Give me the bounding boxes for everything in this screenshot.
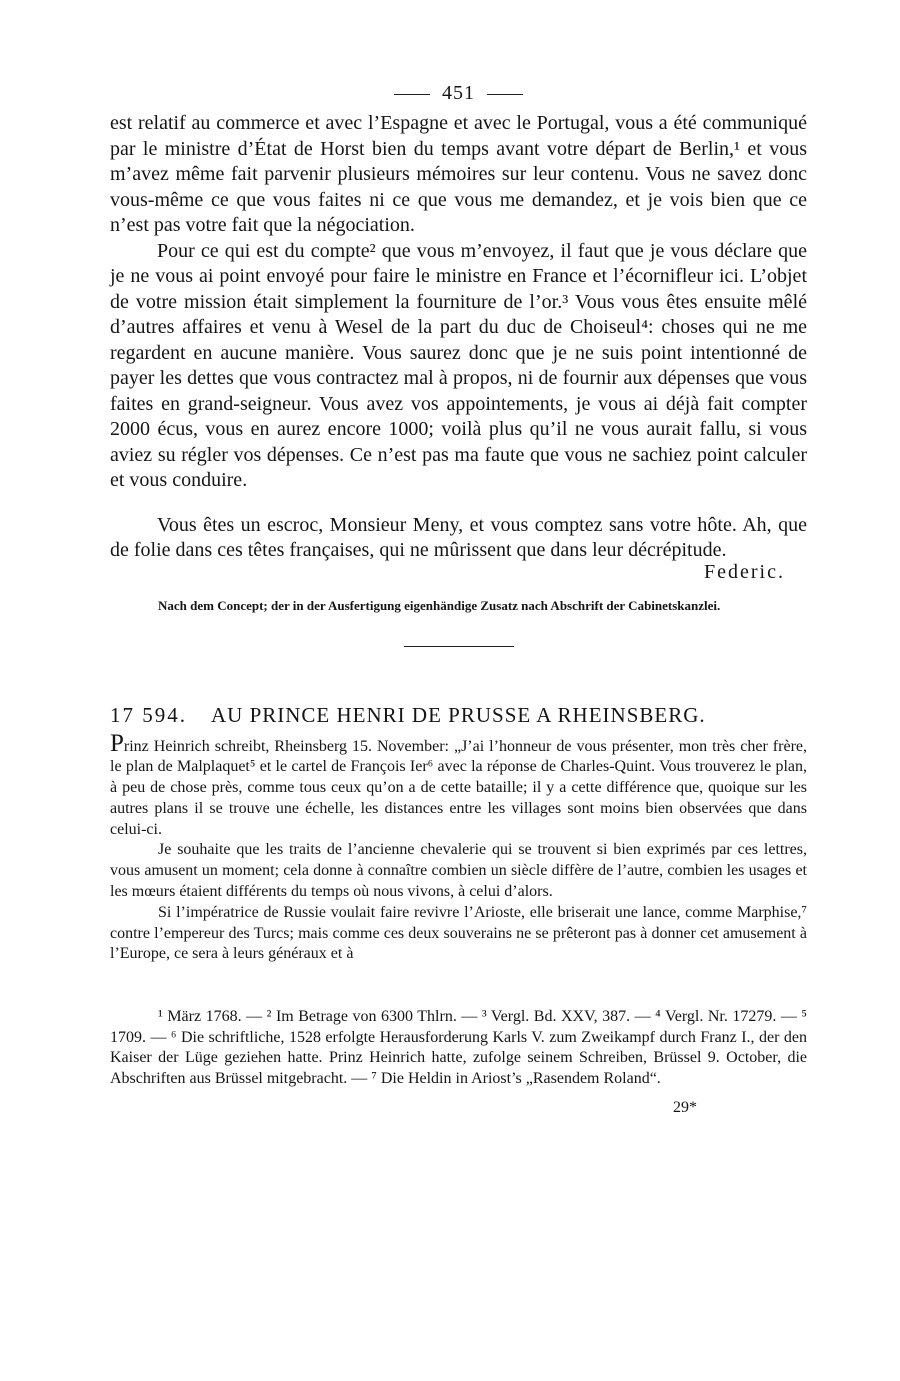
signature-mark: 29* [673, 1099, 697, 1117]
header-rule-left [394, 94, 430, 95]
document-heading [110, 703, 807, 728]
running-header [110, 82, 807, 105]
initial-letter: P [110, 729, 124, 757]
document-paragraph-1 [110, 729, 807, 841]
footnotes: ¹ März 1768. — ² Im Betrage von 6300 Thlrn. — ³ Vergl. Bd. XXV, 387. — ⁴ Vergl. Nr. 17279. — ⁵ 1709. — ⁶ Die schriftliche, 1528 erfolgte Herausforderung Karls V. zum Zweikampf durch Franz I., der den Kaiser der Lüge geziehen hatte. Prinz Heinrich hatte, zufolge seinem Schreiben, Brüssel 9. October, die Abschriften aus Brüssel mitgebracht. — ⁷ Die Heldin in Ariost’s „Rasendem Roland“. [110, 1008, 807, 1087]
source-note: Nach dem Concept; der in der Ausfertigung eigenhändige Zusatz nach Abschrift der Cabinetskanzlei. [158, 597, 721, 613]
document-paragraph-3: Si l’impératrice de Russie voulait faire revivre l’Arioste, elle briserait une lance, comme Marphise,⁷ contre l’empereur des Turcs; mais comme ces deux souverains ne se prêteront pas à donner cet amusement à l’Europe, ce sera à leurs généraux et à [110, 903, 807, 963]
book-page [110, 82, 807, 1117]
document-body [110, 729, 807, 966]
section-divider [404, 646, 514, 647]
paragraph-2: Pour ce qui est du compte² que vous m’envoyez, il faut que je vous déclare que je ne vous ai point envoyé pour faire le ministre en France et l’écornifleur ici. L’objet de votre mission était simplement la fourniture de l’or.³ Vous vous êtes ensuite mêlé d’autres affaires et venu à Wesel de la part du duc de Choiseul⁴: choses qui ne me regardent en aucune manière. Vous saurez donc que je ne suis point intentionné de payer les dettes que vous contractez mal à propos, ni de fournir aux dépenses que vous faites en grand-seigneur. Vous avez vos appointements, je vous ai déjà fait compter 2000 écus, vous en aurez encore 1000; voilà plus qu’il ne vous aurait fallu, si vous aviez su régler vos dépenses. Ce n’est pas ma faute que vous ne sachiez point calculer et vous conduire. [110, 239, 807, 491]
header-rule-right [487, 94, 523, 95]
paragraph-1: est relatif au commerce et avec l’Espagne et avec le Portugal, vous a été communiqué par le ministre d’État de Horst bien du temps avant votre départ de Berlin,¹ et vous m’avez même fait parvenir plusieurs mémoires sur leur contenu. Vous ne savez donc vous-même ce que vous faites ni ce que vous me demandez, et je vois bien que ce n’est pas votre fait que la négociation. [110, 112, 807, 236]
paragraph-gap [110, 494, 807, 513]
document-title: AU PRINCE HENRI DE PRUSSE A RHEINSBERG. [211, 702, 706, 727]
document-number: 17 594. [110, 702, 187, 727]
letter-continuation [110, 111, 807, 614]
document-paragraph-2: Je souhaite que les traits de l’ancienne chevalerie qui se trouvent si bien exprimés par ces lettres, vous amusent un moment; cela donne à connaître combien un siècle diffère de l’autre, combien les usages et les mœurs étaient différents du temps où nous vivons, à celui d’alors. [110, 841, 807, 901]
document-paragraph-1-text: rinz Heinrich schreibt, Rheinsberg 15. November: „J’ai l’honneur de vous présenter, mon très cher frère, le plan de Malplaquet⁵ et le cartel de François Ier⁶ avec la réponse de Charles-Quint. Vous trouverez le plan, à peu de chose près, comme tous ceux qu’on a de cette bataille; il y a cette différence que, quoique sur les autres plans il se trouve une échelle, les distances entre les villages sont moins bien observées que dans celui-ci. [110, 737, 807, 838]
signature: Federic. [704, 560, 785, 583]
page-number: 451 [442, 82, 475, 104]
paragraph-postscript: Vous êtes un escroc, Monsieur Meny, et vous comptez sans votre hôte. Ah, que de folie dans ces têtes françaises, qui ne mûrissent que dans leur décrépitude. [110, 513, 807, 561]
